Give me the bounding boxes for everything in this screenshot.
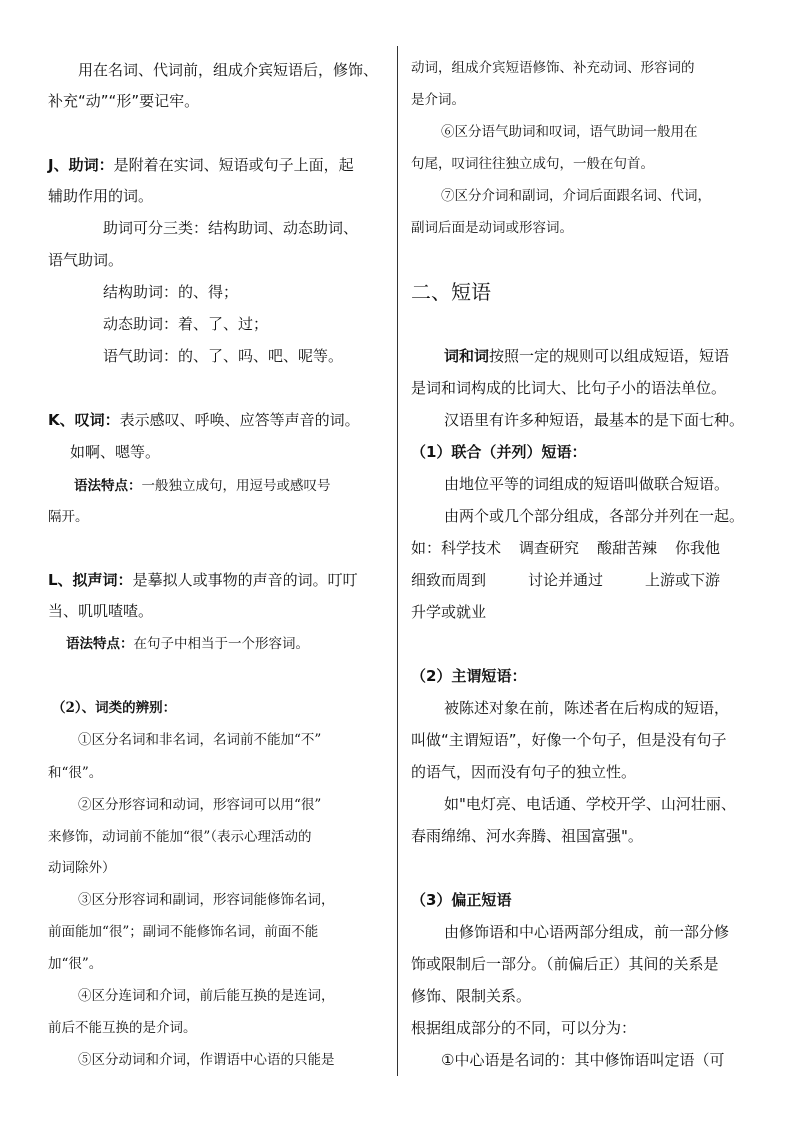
text-line: 语气助词。: [48, 251, 124, 269]
text-line: 如啊、嗯等。: [70, 443, 161, 461]
text-line: 的语气，因而没有句子的独立性。: [411, 763, 637, 781]
example-item: 上游或下游: [645, 571, 721, 589]
text-line: 汉语里有许多种短语，最基本的是下面七种。: [444, 411, 745, 429]
text-line: 是词和词构成的比词大、比句子小的语法单位。: [411, 379, 727, 397]
text-line: 动态助词：着、了、过；: [103, 315, 269, 333]
k-feature: [74, 476, 331, 496]
intro-line: [444, 346, 729, 366]
l-title: L、拟声词：: [48, 571, 133, 589]
feature-label: 语法特点：: [66, 636, 134, 652]
j-section: [48, 155, 354, 175]
text-line: ①区分名词和非名词，名词前不能加“不”: [78, 732, 322, 748]
text-line: 由地位平等的词组成的短语叫做联合短语。: [444, 475, 730, 493]
text-line: 来修饰，动词前不能加“很”（表示心理活动的: [48, 829, 312, 845]
example-line: [411, 570, 720, 590]
l-feature: [66, 634, 309, 654]
example-item: 讨论并通过: [528, 571, 604, 589]
text-line: 副词后面是动词或形容词。: [411, 220, 573, 236]
text-line: 隔开。: [48, 509, 89, 525]
example-item: 细致而周到: [411, 571, 487, 589]
text-line: 动词除外）: [48, 860, 116, 876]
subsection-title: （3）偏正短语: [411, 891, 512, 909]
l-section: [48, 570, 358, 590]
text-line: 如"电灯亮、电话通、学校开学、山河壮丽、: [444, 795, 736, 813]
text-line: 前面能加“很”；副词不能修饰名词，前面不能: [48, 924, 319, 940]
text-line: ④区分连词和介词，前后能互换的是连词，: [78, 988, 335, 1004]
text-line: 结构助词：的、得；: [103, 283, 239, 301]
subsection-title: （1）联合（并列）短语：: [411, 443, 587, 461]
text-line: ①中心语是名词的：其中修饰语叫定语（可: [441, 1051, 725, 1069]
text-line: 辅助作用的词。: [48, 187, 154, 205]
text-line: ③区分形容词和副词，形容词能修饰名词，: [78, 892, 335, 908]
example-line: [411, 538, 720, 558]
bold-term: 词和词: [444, 347, 490, 365]
text-line: 动词，组成介宾短语修饰、补充动词、形容词的: [411, 60, 695, 76]
k-title: K、叹词：: [48, 411, 120, 429]
k-section: [48, 410, 360, 430]
text-line: 助词可分三类：结构助词、动态助词、: [103, 219, 359, 237]
feature-text: 一般独立成句，用逗号或感叹号: [141, 478, 331, 494]
text-line: 当、叽叽喳喳。: [48, 602, 154, 620]
l-desc: 是摹拟人或事物的声音的词。叮叮: [132, 571, 358, 589]
text-line: ⑥区分语气助词和叹词，语气助词一般用在: [441, 124, 698, 140]
text-line: 是介词。: [411, 92, 465, 108]
feature-text: 在句子中相当于一个形容词。: [133, 636, 309, 652]
text-line: ⑦区分介词和副词，介词后面跟名词、代词，: [441, 188, 711, 204]
j-desc: 是附着在实词、短语或句子上面，起: [113, 156, 354, 174]
text-line: 被陈述对象在前，陈述者在后构成的短语，: [444, 699, 730, 717]
feature-label: 语法特点：: [74, 478, 142, 494]
example-item: 酸甜苦辣: [597, 539, 658, 557]
text-line: 根据组成部分的不同，可以分为：: [411, 1019, 637, 1037]
subsection-title: （2）主谓短语：: [411, 667, 527, 685]
text-line: 补充“动”“形”要记牢。: [48, 92, 200, 110]
column-divider: [397, 46, 398, 1076]
text-line: 修饰、限制关系。: [411, 987, 532, 1005]
section-heading: 二、短语: [411, 280, 491, 304]
text-line: 由两个或几个部分组成，各部分并列在一起。: [444, 507, 745, 525]
text-line: 加“很”。: [48, 956, 103, 972]
text-line: 由修饰语和中心语两部分组成，前一部分修: [444, 923, 730, 941]
section-title: （2）、词类的辨别：: [52, 700, 177, 716]
text-line: 句尾，叹词往往独立成句，一般在句首。: [411, 156, 654, 172]
text-line: 春雨绵绵、河水奔腾、祖国富强"。: [411, 827, 643, 845]
example-item: 你我他: [675, 539, 721, 557]
j-title: J、助词：: [48, 156, 114, 174]
text-line: 语气助词：的、了、吗、吧、呢等。: [103, 347, 344, 365]
intro-text: 按照一定的规则可以组成短语，短语: [489, 347, 730, 365]
text-line: 叫做“主谓短语”，好像一个句子，但是没有句子: [411, 731, 727, 749]
k-desc: 表示感叹、呼唤、应答等声音的词。: [119, 411, 360, 429]
example-item: 调查研究: [519, 539, 580, 557]
text-line: 和“很”。: [48, 765, 103, 781]
example-line: 升学或就业: [411, 603, 487, 621]
example-item: 如：科学技术: [411, 539, 502, 557]
text-line: ⑤区分动词和介词，作谓语中心语的只能是: [78, 1052, 335, 1068]
text-line: 饰或限制后一部分。（前偏后正）其间的关系是: [411, 955, 719, 973]
text-line: ②区分形容词和动词，形容词可以用“很”: [78, 797, 322, 813]
text-line: 用在名词、代词前，组成介宾短语后，修饰、: [78, 61, 379, 79]
text-line: 前后不能互换的是介词。: [48, 1020, 197, 1036]
